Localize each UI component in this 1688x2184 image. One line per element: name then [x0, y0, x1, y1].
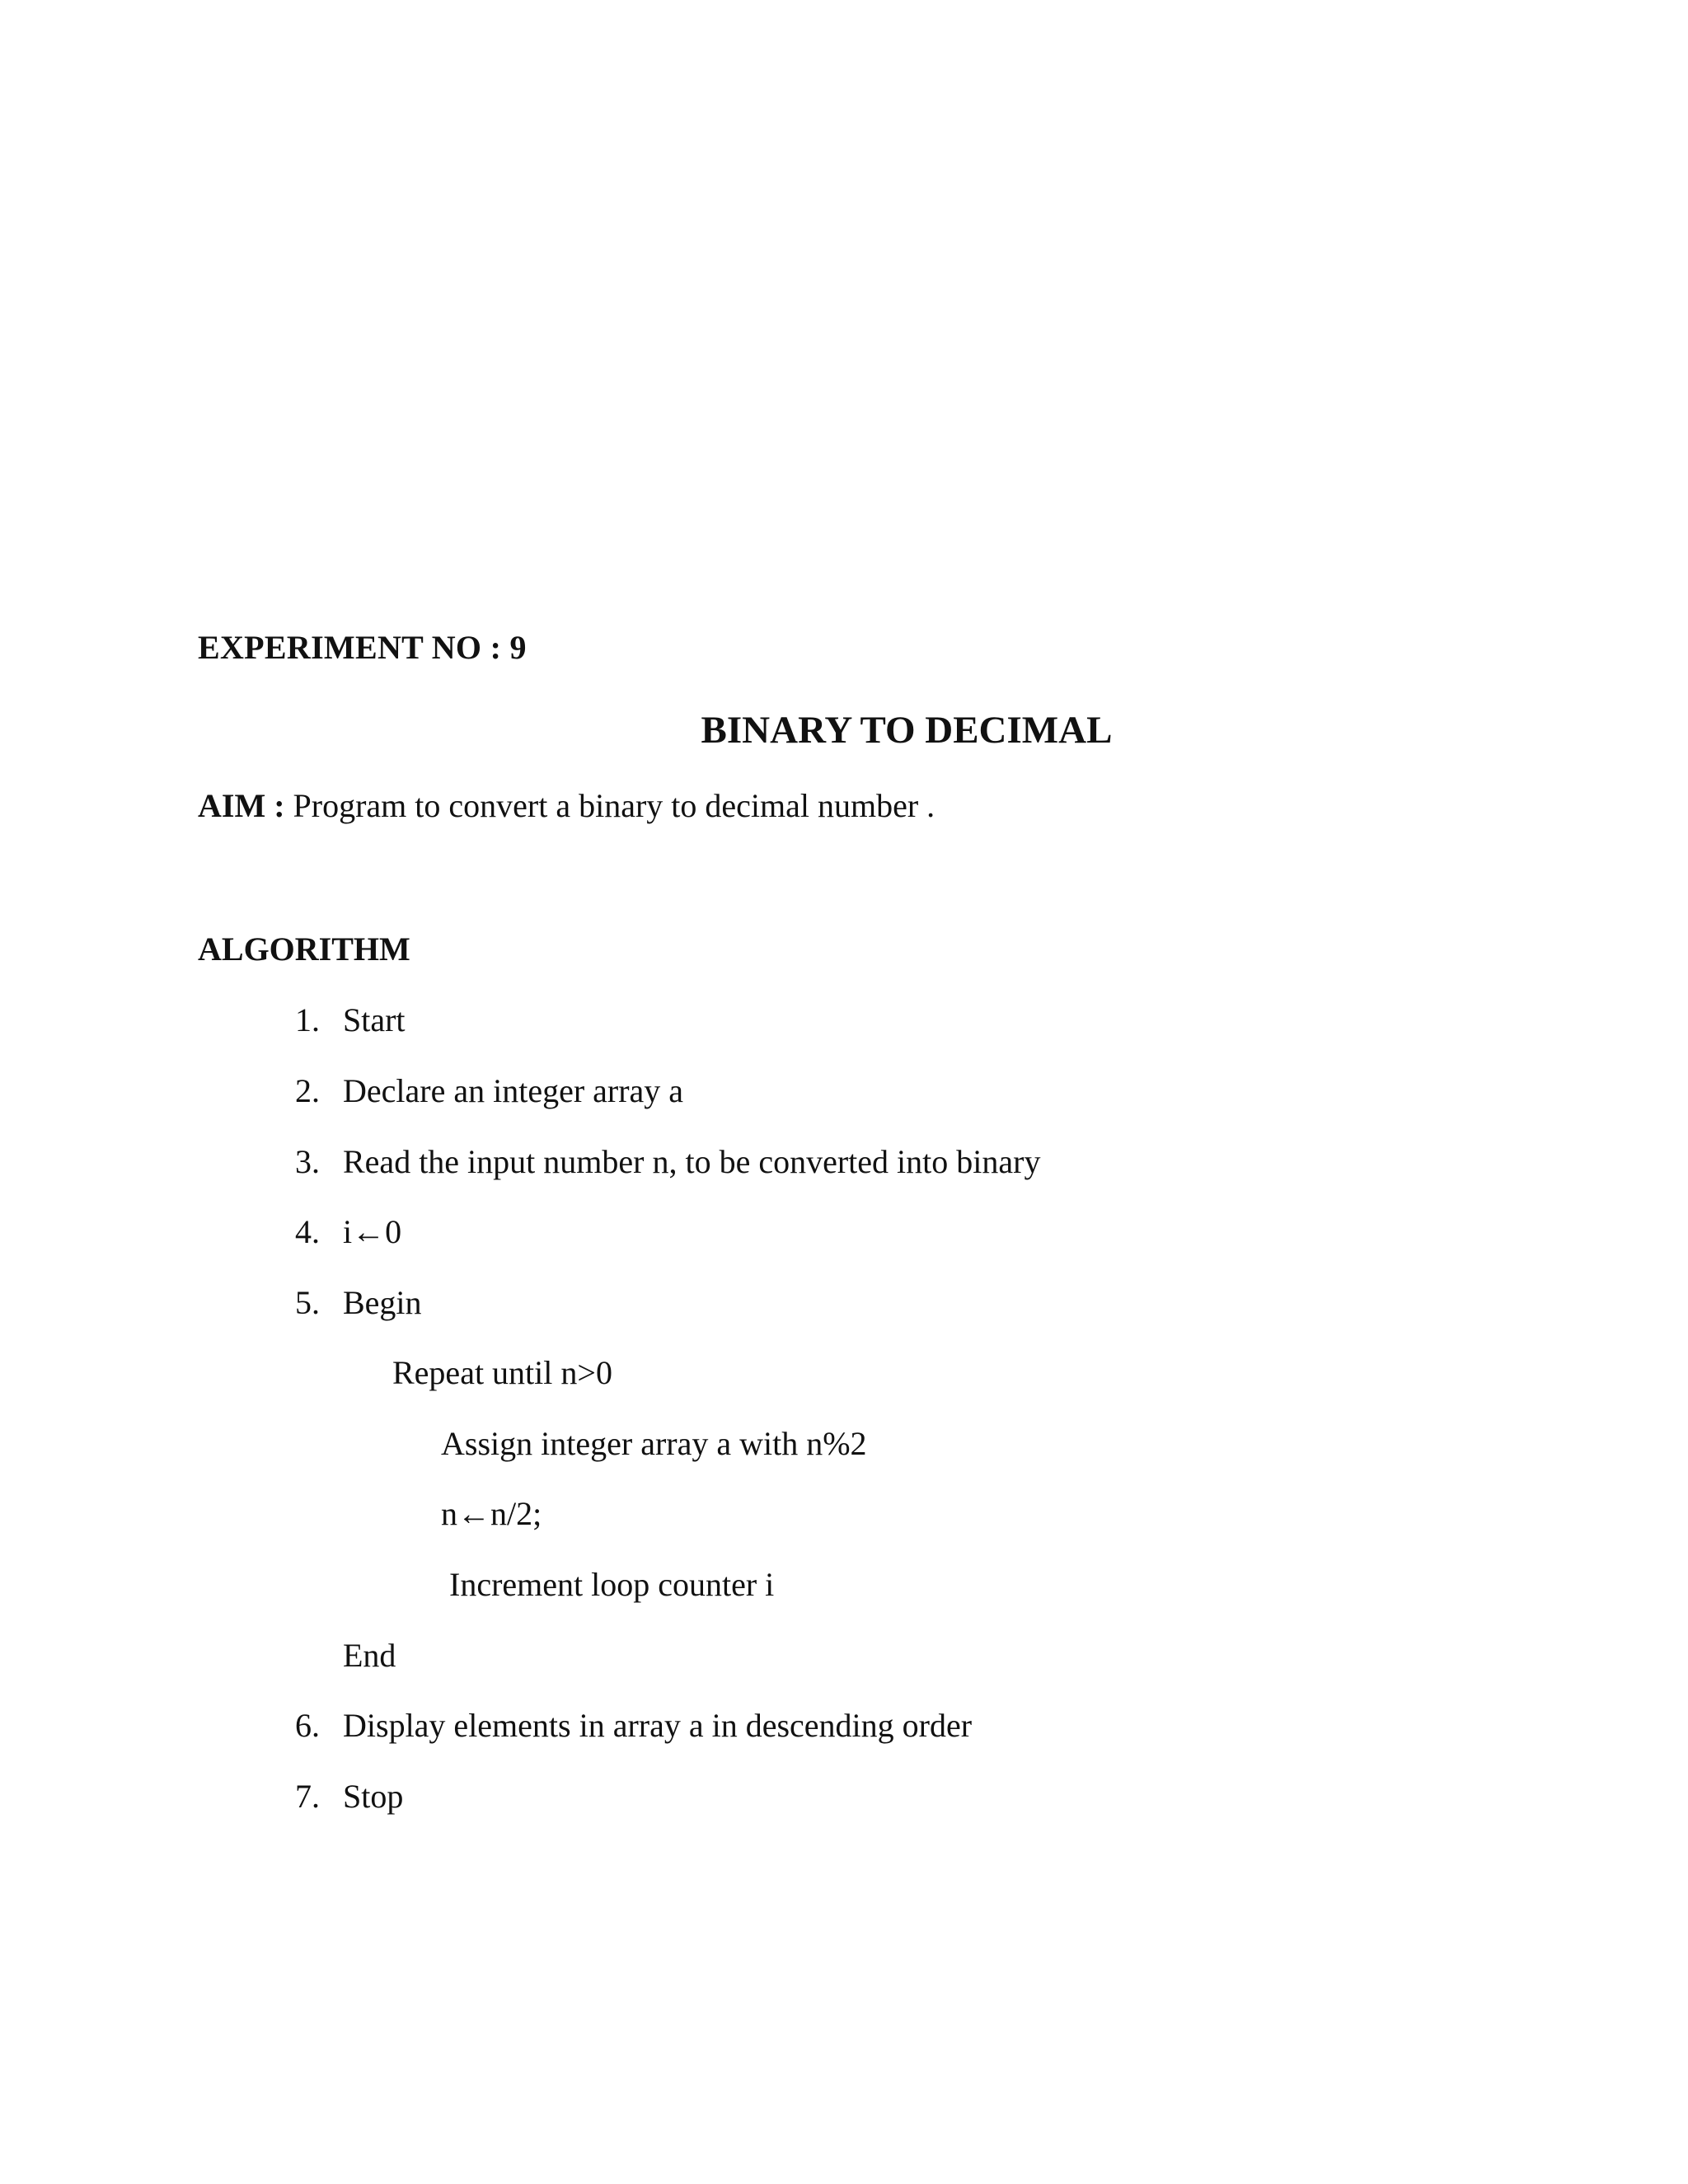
step-text: Stop	[343, 1778, 404, 1815]
step-number: 3.	[295, 1143, 320, 1180]
step-number: 5.	[295, 1284, 320, 1321]
step-number: 1.	[295, 1001, 320, 1038]
loop-body-line: Assign integer array a with n%2	[441, 1425, 867, 1462]
experiment-heading: EXPERIMENT NO : 9	[198, 629, 527, 666]
aim-line	[198, 787, 935, 824]
algorithm-heading: ALGORITHM	[198, 930, 410, 968]
loop-body-line: Increment loop counter i	[441, 1566, 775, 1603]
aim-text: Program to convert a binary to decimal number .	[284, 787, 935, 824]
step-text: i←0	[343, 1213, 402, 1250]
step-text: Display elements in array a in descending order	[343, 1707, 973, 1744]
aim-label: AIM :	[198, 787, 285, 824]
step-number: 4.	[295, 1213, 320, 1250]
page-title: BINARY TO DECIMAL	[701, 709, 1113, 752]
step-text: Declare an integer array a	[343, 1072, 684, 1109]
step-text: Start	[343, 1001, 406, 1038]
loop-body-line: n←n/2;	[441, 1495, 542, 1532]
step-text: Begin	[343, 1284, 422, 1321]
step-number: 7.	[295, 1778, 320, 1815]
loop-repeat-line: Repeat until n>0	[392, 1354, 612, 1391]
step-text: Read the input number n, to be converted into binary	[343, 1143, 1041, 1180]
step-number: 2.	[295, 1072, 320, 1109]
step-number: 6.	[295, 1707, 320, 1744]
loop-end-line: End	[343, 1637, 396, 1674]
